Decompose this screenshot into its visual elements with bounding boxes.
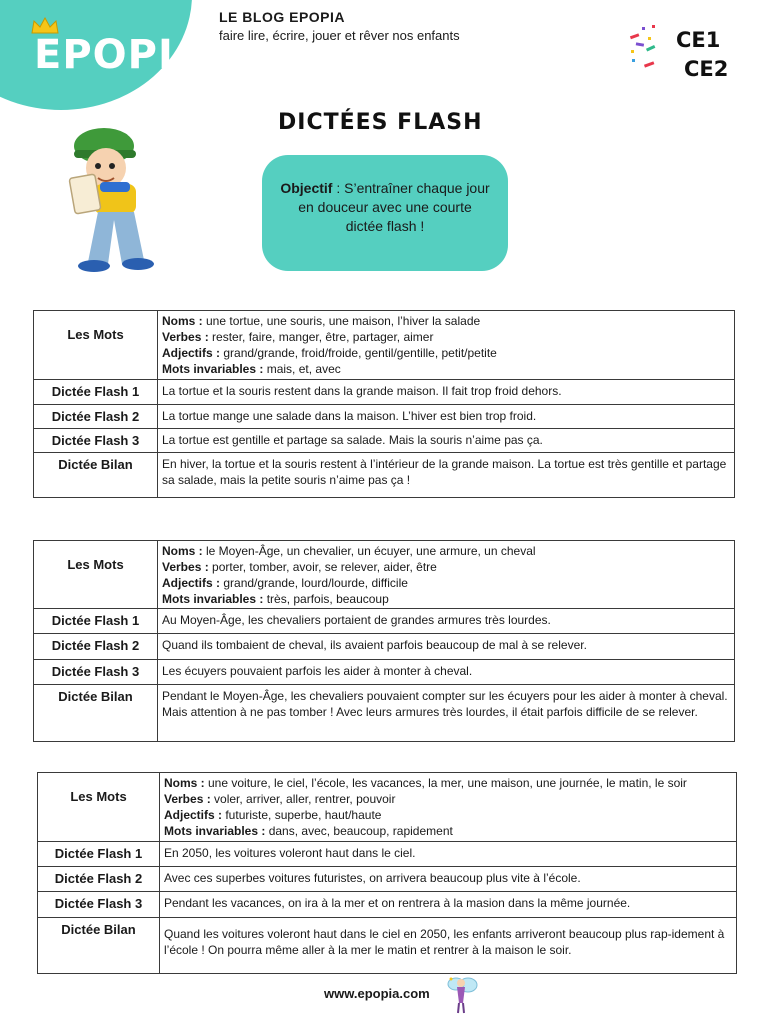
dictation-text: La tortue et la souris restent dans la grande maison. Il fait trop froid dehors.: [158, 380, 735, 405]
row-label: Dictée Bilan: [34, 685, 158, 742]
adjectifs-words: futuriste, superbe, haut/haute: [222, 808, 382, 822]
row-label: Dictée Bilan: [34, 453, 158, 498]
kid-illustration: [64, 124, 168, 276]
objective-text: : S’entraîner chaque jour en douceur avec une courte dictée flash !: [298, 180, 490, 234]
invariables-words: dans, avec, beaucoup, rapidement: [265, 824, 453, 838]
verbes-label: Verbes :: [162, 560, 209, 574]
dictation-text: Pendant les vacances, on ira à la mer et on rentrera à la masion dans la même journée.: [160, 892, 737, 918]
row-label: Dictée Bilan: [38, 918, 160, 974]
table-row: [34, 453, 735, 498]
word-list: [160, 773, 737, 842]
table-row: [38, 773, 737, 842]
row-label: Les Mots: [38, 773, 160, 842]
verbes-words: voler, arriver, aller, rentrer, pouvoir: [210, 792, 396, 806]
table-row: [34, 660, 735, 685]
adjectifs-label: Adjectifs :: [162, 346, 221, 360]
table-row: [34, 429, 735, 453]
table-row: [38, 918, 737, 974]
page-title: DICTÉES FLASH: [278, 110, 483, 135]
noms-label: Noms :: [162, 314, 203, 328]
confetti-icon: [628, 25, 664, 71]
blog-title[interactable]: LE BLOG EPOPIA: [219, 9, 346, 25]
invariables-words: mais, et, avec: [263, 362, 341, 376]
dictation-text: Pendant le Moyen-Âge, les chevaliers pouvaient compter sur les écuyers pour les aider à monter à cheval. Mais attention à ne pas tomber ! Avec leurs armures très lourdes, il était parfois difficile de se relever.: [158, 685, 735, 742]
table-row: [34, 685, 735, 742]
dictation-text: En hiver, la tortue et la souris restent à l’intérieur de la grande maison. La tortue est très gentille et partage sa salade, mais la petite souris n’aime pas ça !: [158, 453, 735, 498]
adjectifs-words: grand/grande, froid/froide, gentil/gentille, petit/petite: [220, 346, 497, 360]
row-label: Dictée Flash 1: [38, 842, 160, 867]
dictation-text: Avec ces superbes voitures futuristes, on arrivera beaucoup plus vite à l’école.: [160, 867, 737, 892]
word-list: [158, 311, 735, 380]
adjectifs-words: grand/grande, lourd/lourde, difficile: [220, 576, 408, 590]
level-badge-ce2: CE2: [684, 57, 729, 81]
table-row: [34, 311, 735, 380]
dictation-text: Les écuyers pouvaient parfois les aider à monter à cheval.: [158, 660, 735, 685]
table-row: [38, 892, 737, 918]
table-row: [34, 541, 735, 609]
dictation-table-3: [37, 772, 737, 974]
objective-box: [262, 155, 508, 271]
verbes-words: rester, faire, manger, être, partager, aimer: [208, 330, 434, 344]
row-label: Les Mots: [34, 311, 158, 380]
dictation-text: Quand les voitures voleront haut dans le ciel en 2050, les enfants arriveront beaucoup plus rap-idement à l’école ! On pourra même aller à la mer le matin et rentrer à la maison le soir.: [160, 918, 737, 974]
adjectifs-label: Adjectifs :: [162, 576, 221, 590]
verbes-words: porter, tomber, avoir, se relever, aider, être: [208, 560, 437, 574]
row-label: Dictée Flash 3: [38, 892, 160, 918]
row-label: Dictée Flash 1: [34, 609, 158, 634]
dictation-text: En 2050, les voitures voleront haut dans le ciel.: [160, 842, 737, 867]
invariables-label: Mots invariables :: [164, 824, 266, 838]
table-row: [34, 405, 735, 429]
adjectifs-label: Adjectifs :: [164, 808, 223, 822]
invariables-words: très, parfois, beaucoup: [263, 592, 389, 606]
invariables-label: Mots invariables :: [162, 592, 264, 606]
footer-link[interactable]: www.epopia.com: [324, 986, 430, 1001]
noms-words: le Moyen-Âge, un chevalier, un écuyer, une armure, un cheval: [202, 544, 536, 558]
row-label: Dictée Flash 2: [34, 634, 158, 660]
dictation-text: La tortue mange une salade dans la maison. L’hiver est bien trop froid.: [158, 405, 735, 429]
table-row: [38, 867, 737, 892]
row-label: Dictée Flash 3: [34, 429, 158, 453]
table-row: [34, 380, 735, 405]
verbes-label: Verbes :: [162, 330, 209, 344]
row-label: Dictée Flash 2: [34, 405, 158, 429]
invariables-label: Mots invariables :: [162, 362, 264, 376]
dictation-table-2: [33, 540, 735, 742]
dictation-table-1: [33, 310, 735, 498]
word-list: [158, 541, 735, 609]
objective-label: Objectif: [280, 180, 333, 196]
blog-subtitle: faire lire, écrire, jouer et rêver nos enfants: [219, 28, 460, 43]
row-label: Dictée Flash 3: [34, 660, 158, 685]
level-badge-ce1: CE1: [676, 28, 721, 52]
table-row: [34, 634, 735, 660]
table-row: [34, 609, 735, 634]
noms-words: une voiture, le ciel, l’école, les vacances, la mer, une maison, une journée, le matin, le soir: [204, 776, 687, 790]
fairy-icon: [446, 975, 478, 1017]
row-label: Dictée Flash 1: [34, 380, 158, 405]
row-label: Les Mots: [34, 541, 158, 609]
row-label: Dictée Flash 2: [38, 867, 160, 892]
noms-label: Noms :: [162, 544, 203, 558]
dictation-text: Au Moyen-Âge, les chevaliers portaient de grandes armures très lourdes.: [158, 609, 735, 634]
dictation-text: Quand ils tombaient de cheval, ils avaient parfois beaucoup de mal à se relever.: [158, 634, 735, 660]
verbes-label: Verbes :: [164, 792, 211, 806]
noms-label: Noms :: [164, 776, 205, 790]
table-row: [38, 842, 737, 867]
logo[interactable]: EPOPIA: [34, 32, 206, 78]
dictation-text: La tortue est gentille et partage sa salade. Mais la souris n’aime pas ça.: [158, 429, 735, 453]
noms-words: une tortue, une souris, une maison, l’hiver la salade: [202, 314, 481, 328]
